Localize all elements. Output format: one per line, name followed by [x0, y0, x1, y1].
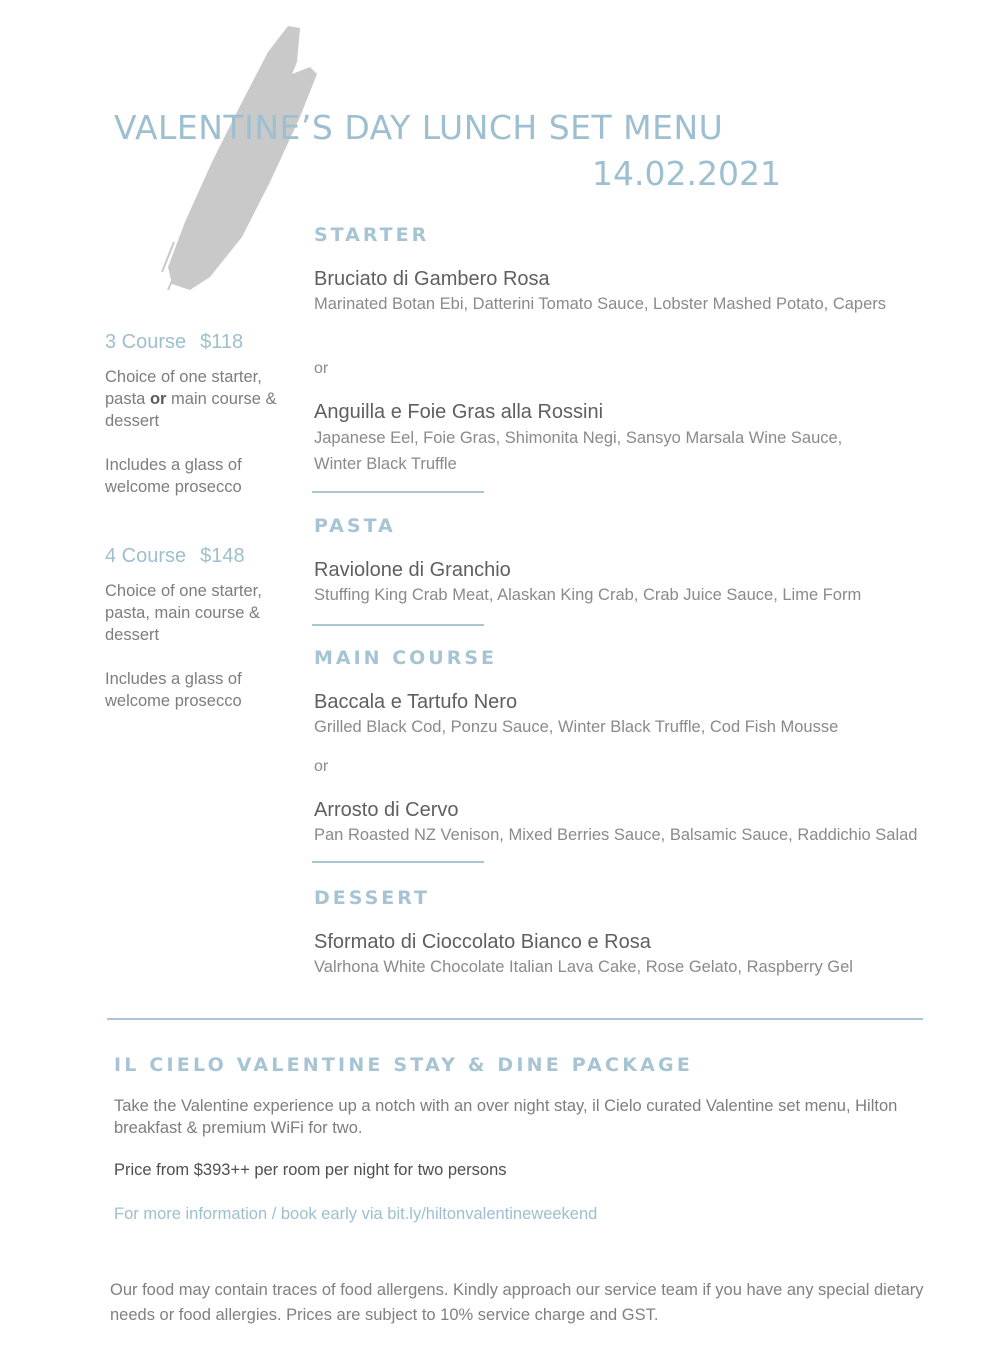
dish-name: Arrosto di Cervo — [314, 799, 459, 821]
page-title: VALENTINE’S DAY LUNCH SET MENU — [114, 108, 724, 147]
course-choice-text — [105, 366, 295, 432]
package-divider — [107, 1018, 923, 1020]
course-price: $148 — [200, 545, 245, 567]
package-price: Price from $393++ per room per night for two persons — [114, 1161, 507, 1179]
dish-description: Valrhona White Chocolate Italian Lava Cake, Rose Gelato, Raspberry Gel — [314, 958, 853, 976]
dish-description: Grilled Black Cod, Ponzu Sauce, Winter Black Truffle, Cod Fish Mousse — [314, 718, 839, 736]
dish-description: Pan Roasted NZ Venison, Mixed Berries Sauce, Balsamic Sauce, Raddichio Salad — [314, 826, 918, 844]
section-heading-dessert: DESSERT — [314, 887, 430, 909]
option-3-course — [105, 331, 295, 498]
choice-text-emphasis: or — [149, 390, 167, 408]
menu-date: 14.02.2021 — [592, 154, 781, 193]
package-description: Take the Valentine experience up a notch with an over night stay, il Cielo curated Valentine set menu, Hilton breakfast & premium WiFi for two. — [114, 1097, 898, 1137]
allergen-notice: Our food may contain traces of food allergens. Kindly approach our service team if you have any special dietary needs or food allergies. Prices are subject to 10% service charge and GST. — [110, 1281, 924, 1324]
dish-name: Sformato di Cioccolato Bianco e Rosa — [314, 931, 651, 953]
dish-description: Japanese Eel, Foie Gras, Shimonita Negi, Sansyo Marsala Wine Sauce, Winter Black Truffle — [314, 429, 843, 473]
course-price: $118 — [200, 331, 244, 353]
course-label: 4 Course — [105, 545, 187, 567]
section-heading-starter: STARTER — [314, 224, 430, 246]
course-includes-text: Includes a glass of welcome prosecco — [105, 456, 242, 496]
course-label: 3 Course — [105, 331, 187, 353]
course-choice-text: Choice of one starter, pasta, main course & dessert — [105, 582, 262, 644]
section-heading-pasta: PASTA — [314, 515, 396, 537]
option-4-course — [105, 545, 285, 712]
dish-name: Bruciato di Gambero Rosa — [314, 268, 550, 290]
or-separator: or — [314, 758, 329, 775]
option-price-heading — [105, 331, 295, 354]
course-includes-text: Includes a glass of welcome prosecco — [105, 670, 242, 710]
option-price-heading — [105, 545, 285, 568]
dish-description: Marinated Botan Ebi, Datterini Tomato Sauce, Lobster Mashed Potato, Capers — [314, 295, 887, 313]
package-booking-link[interactable]: For more information / book early via bit.ly/hiltonvalentineweekend — [114, 1205, 598, 1223]
choice-text-end: main course & dessert — [105, 390, 277, 430]
or-separator: or — [314, 360, 329, 377]
dish-description: Stuffing King Crab Meat, Alaskan King Crab, Crab Juice Sauce, Lime Form — [314, 586, 862, 604]
dish-name: Anguilla e Foie Gras alla Rossini — [314, 401, 604, 423]
choice-text-start: Choice of one starter, pasta — [105, 368, 262, 408]
package-heading: IL CIELO VALENTINE STAY & DINE PACKAGE — [114, 1054, 693, 1076]
section-heading-main-course: MAIN COURSE — [314, 647, 498, 669]
dish-name: Raviolone di Granchio — [314, 559, 511, 581]
section-divider — [312, 624, 484, 626]
brush-stroke-decoration — [150, 22, 320, 292]
section-divider — [312, 491, 484, 493]
section-divider — [312, 861, 484, 863]
dish-name: Baccala e Tartufo Nero — [314, 691, 518, 713]
